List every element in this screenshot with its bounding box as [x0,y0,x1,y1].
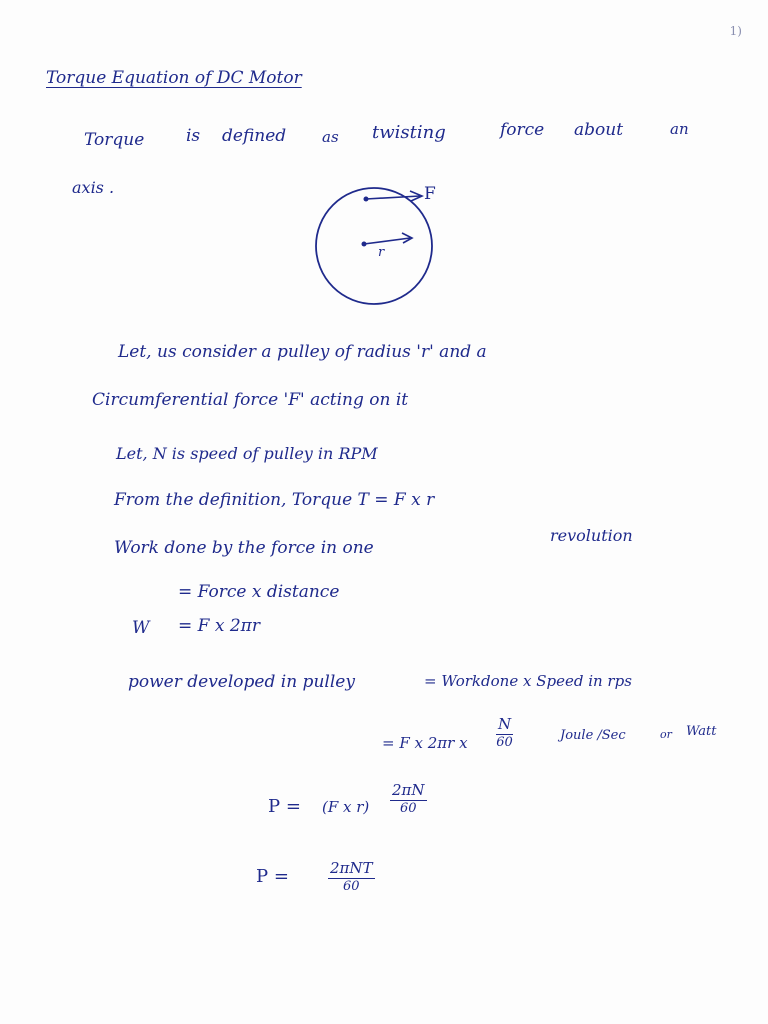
power-units: Joule /Sec [560,728,626,743]
torque-definition-line: From the definition, Torque T = F x r [114,490,435,510]
pulley-circle [316,188,432,304]
power-p2-fraction [328,860,375,894]
page-title: Torque Equation of DC Motor [46,68,302,88]
power-equation-2: = F x 2πr x [382,734,468,752]
power-p2-lhs: P = [256,866,289,887]
definition-word: force [500,120,545,140]
consider-line-2: Circumferential force 'F' acting on it [92,390,409,410]
power-developed-label: power developed in pulley [128,672,355,692]
definition-word: as [322,128,339,146]
fraction-denominator: 60 [343,878,360,894]
power-p1-term: (F x r) [322,798,370,816]
fraction-numerator: N [498,715,512,733]
definition-word: Torque [84,130,145,150]
definition-word: about [574,120,624,140]
power-units-watt: Watt [686,724,717,739]
work-symbol: W [132,618,150,638]
definition-word: an [670,120,689,138]
force-arrow-line [366,196,420,199]
definition-word: defined [222,126,287,146]
power-p1-lhs: P = [268,796,301,817]
force-label: F [424,184,436,204]
definition-word: is [186,126,201,146]
work-done-line: Work done by the force in one [114,538,374,558]
force-distance-line: = Force x distance [178,582,340,602]
radius-label: r [378,245,385,260]
power-p1-fraction [390,782,427,816]
fraction-denominator: 60 [399,800,417,816]
power-workdone-speed: = Workdone x Speed in rps [424,672,632,690]
power-units-or: or [660,728,672,741]
work-equation: = F x 2πr [178,616,260,636]
power-fraction-n-60 [496,716,513,750]
definition-word: twisting [372,122,446,143]
speed-line: Let, N is speed of pulley in RPM [116,444,378,463]
page-corner-mark: 1) [729,24,742,38]
fraction-numerator: 2πNT [330,859,373,877]
fraction-numerator: 2πN [392,781,425,799]
consider-line-1: Let, us consider a pulley of radius 'r' and a [118,342,487,362]
work-done-line-end: revolution [550,526,633,545]
definition-line-2: axis . [72,178,115,197]
fraction-denominator: 60 [496,734,513,750]
